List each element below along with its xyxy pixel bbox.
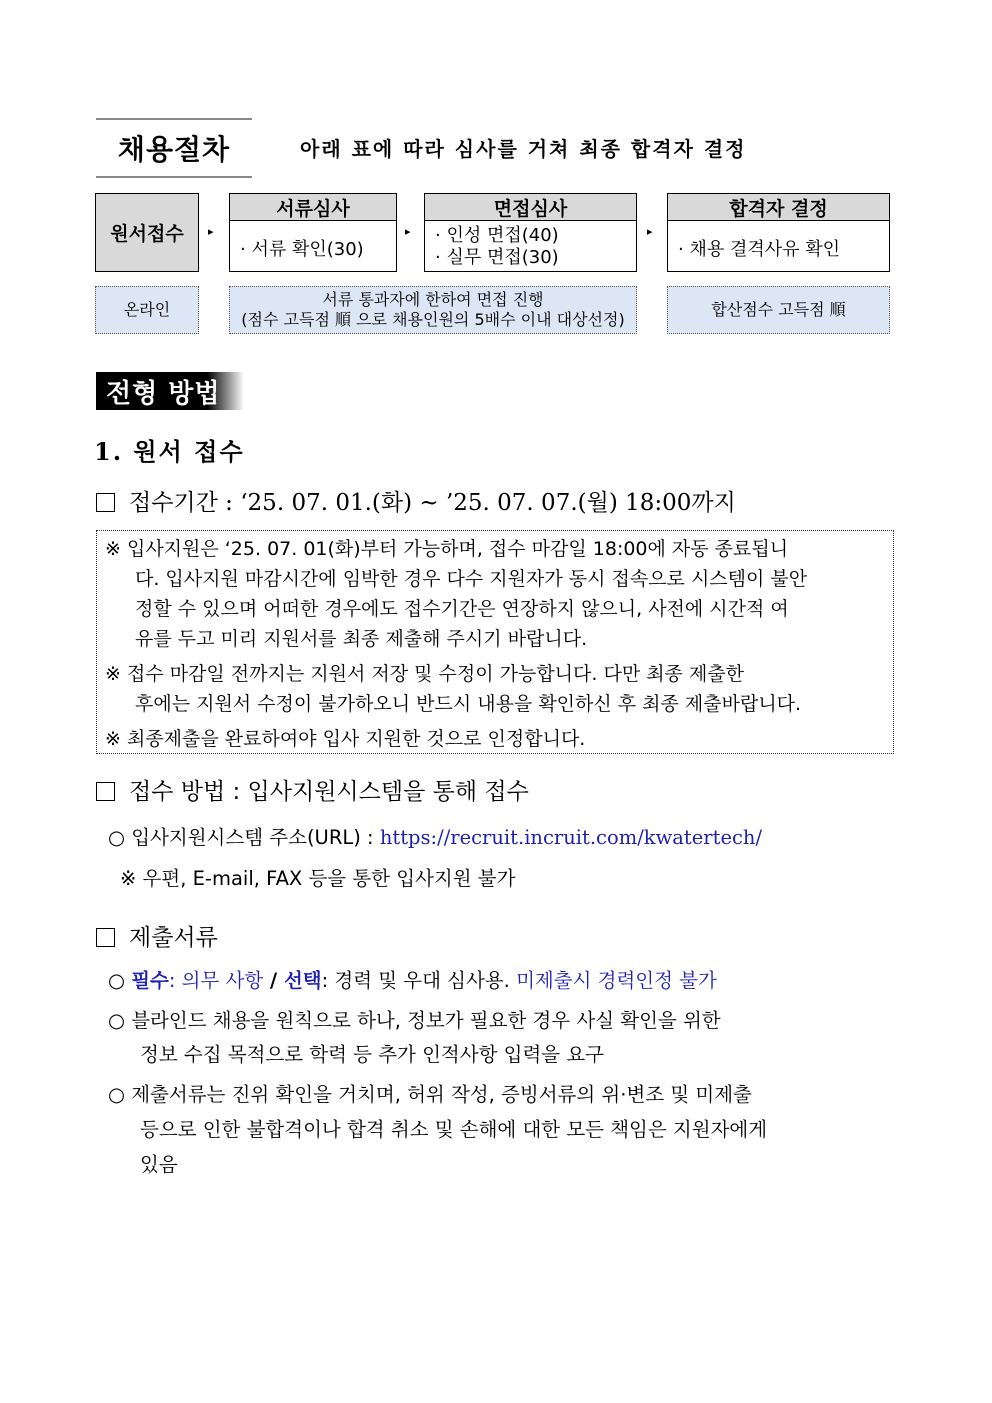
- note-online: 온라인: [95, 286, 199, 334]
- optional-label: 선택: [283, 969, 322, 992]
- arrow-icon: ▸: [208, 225, 214, 238]
- checkbox-square-icon: [96, 493, 115, 512]
- step-title: 서류심사: [230, 194, 396, 221]
- step-title: 면접심사: [425, 194, 636, 221]
- arrow-icon: ▸: [647, 225, 653, 238]
- checkbox-square-icon: [96, 928, 115, 947]
- separator: /: [263, 969, 284, 992]
- docs-verify-line: 등으로 인한 불합격이나 합격 취소 및 손해에 대한 모든 책임은 지원자에게: [140, 1118, 768, 1141]
- step-item: · 서류 확인(30): [240, 239, 364, 260]
- docs-verify-line: ○ 제출서류는 진위 확인을 거치며, 허위 작성, 증빙서류의 위·변조 및 미제출: [108, 1083, 752, 1106]
- period-row: [96, 484, 736, 517]
- url-row: [108, 822, 762, 850]
- step-title: 합격자 결정: [668, 194, 889, 221]
- note-line: (점수 고득점 順 으로 채용인원의 5배수 이내 대상선정): [241, 310, 625, 329]
- section-title-box: 채용절차: [96, 118, 252, 178]
- step-item: · 채용 결격사유 확인: [678, 239, 840, 260]
- checkbox-square-icon: [96, 782, 115, 801]
- section-header: 전형 방법: [96, 372, 244, 410]
- docs-required-line: [108, 965, 717, 993]
- docs-blind-line: 정보 수집 목적으로 학력 등 추가 인적사항 입력을 요구: [140, 1043, 605, 1066]
- url-label: ○ 입사지원시스템 주소(URL) :: [108, 826, 380, 849]
- docs-title: 제출서류: [129, 925, 218, 951]
- step-item: · 인성 면접(40): [435, 225, 559, 246]
- warning-text: 미제출시 경력인정 불가: [509, 969, 717, 992]
- step-final-decision: [667, 193, 890, 272]
- required-label: 필수: [131, 969, 169, 992]
- step-interview: [424, 193, 637, 272]
- notice-line: ※ 접수 마감일 전까지는 지원서 저장 및 수정이 가능합니다. 다만 최종 제출한: [105, 663, 745, 685]
- notice-line: 유를 두고 미리 지원서를 최종 제출해 주시기 바랍니다.: [135, 628, 588, 650]
- step-document-review: [229, 193, 397, 272]
- arrow-icon: ▸: [405, 225, 411, 238]
- optional-desc: : 경력 및 우대 심사용.: [321, 969, 510, 992]
- method-text: 접수 방법 : 입사지원시스템을 통해 접수: [129, 779, 529, 805]
- notice-line: 정할 수 있으며 어떠한 경우에도 접수기간은 연장하지 않으니, 사전에 시간적 여: [135, 598, 789, 620]
- docs-blind-line: ○ 블라인드 채용을 원칙으로 하나, 정보가 필요한 경우 사실 확인을 위한: [108, 1009, 721, 1032]
- note-line: 서류 통과자에 한하여 면접 진행: [322, 290, 544, 309]
- required-desc: : 의무 사항: [168, 969, 264, 992]
- step-item: · 실무 면접(30): [435, 247, 559, 268]
- docs-row: [96, 919, 218, 952]
- note-interview: [229, 286, 637, 334]
- notice-line: 후에는 지원서 수정이 불가하오니 반드시 내용을 확인하신 후 최종 제출바랍니다.: [135, 693, 802, 715]
- notice-box: [96, 530, 894, 754]
- bullet-icon: ○: [108, 969, 132, 992]
- step-application: 원서접수: [95, 193, 199, 272]
- note-final: 합산점수 고득점 順: [667, 286, 890, 334]
- subsection-heading: 1. 원서 접수: [94, 437, 245, 466]
- notice-line: ※ 최종제출을 완료하여야 입사 지원한 것으로 인정합니다.: [105, 728, 586, 750]
- notice-line: 다. 입사지원 마감시간에 임박한 경우 다수 지원자가 동시 접속으로 시스템이 불안: [135, 568, 808, 590]
- no-other-method: ※ 우편, E-mail, FAX 등을 통한 입사지원 불가: [120, 867, 516, 890]
- docs-verify-line: 있음: [140, 1153, 178, 1176]
- recruit-url-link[interactable]: https://recruit.incruit.com/kwatertech/: [379, 826, 763, 849]
- method-row: [96, 773, 529, 806]
- notice-line: ※ 입사지원은 ‘25. 07. 01(화)부터 가능하며, 접수 마감일 18:00에 자동 종료됩니: [105, 538, 789, 560]
- period-text: 접수기간 : ‘25. 07. 01.(화) ~ ’25. 07. 07.(월) 18:00까지: [129, 490, 736, 516]
- title-description: 아래 표에 따라 심사를 거쳐 최종 합격자 결정: [300, 137, 747, 161]
